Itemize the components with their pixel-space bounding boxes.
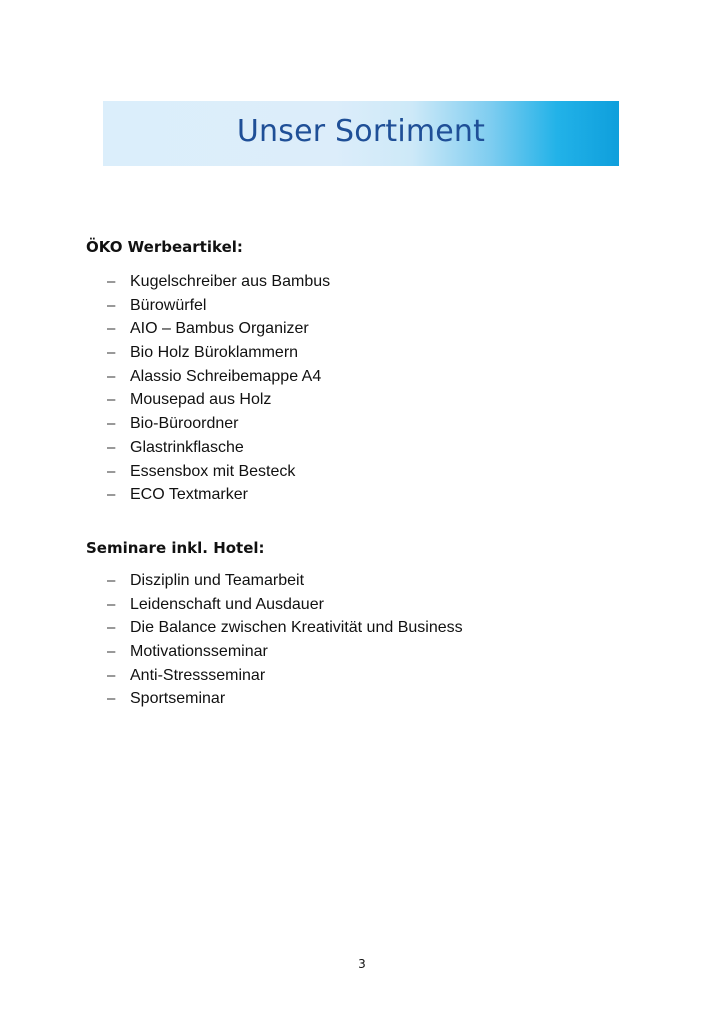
header-banner [103, 101, 619, 166]
dash-bullet-icon: – [107, 320, 116, 338]
dash-bullet-icon: – [107, 391, 116, 409]
dash-bullet-icon: – [107, 296, 116, 314]
dash-bullet-icon: – [107, 486, 116, 504]
section-heading-seminare: Seminare inkl. Hotel: [86, 539, 265, 557]
section-heading-oeko-werbeartikel: ÖKO Werbeartikel: [86, 238, 243, 256]
dash-bullet-icon: – [107, 572, 116, 589]
page-number: 3 [358, 957, 366, 971]
dash-bullet-icon: – [107, 690, 116, 708]
dash-bullet-icon: – [107, 367, 116, 385]
dash-bullet-icon: – [107, 595, 116, 613]
dash-bullet-icon: – [107, 273, 116, 290]
dash-bullet-icon: – [107, 438, 116, 456]
dash-bullet-icon: – [107, 643, 116, 661]
dash-bullet-icon: – [107, 415, 116, 433]
page-title: Unser Sortiment [236, 114, 486, 149]
dash-bullet-icon: – [107, 619, 116, 637]
dash-bullet-icon: – [107, 462, 116, 480]
dash-bullet-icon: – [107, 666, 116, 684]
dash-bullet-icon: – [107, 344, 116, 362]
